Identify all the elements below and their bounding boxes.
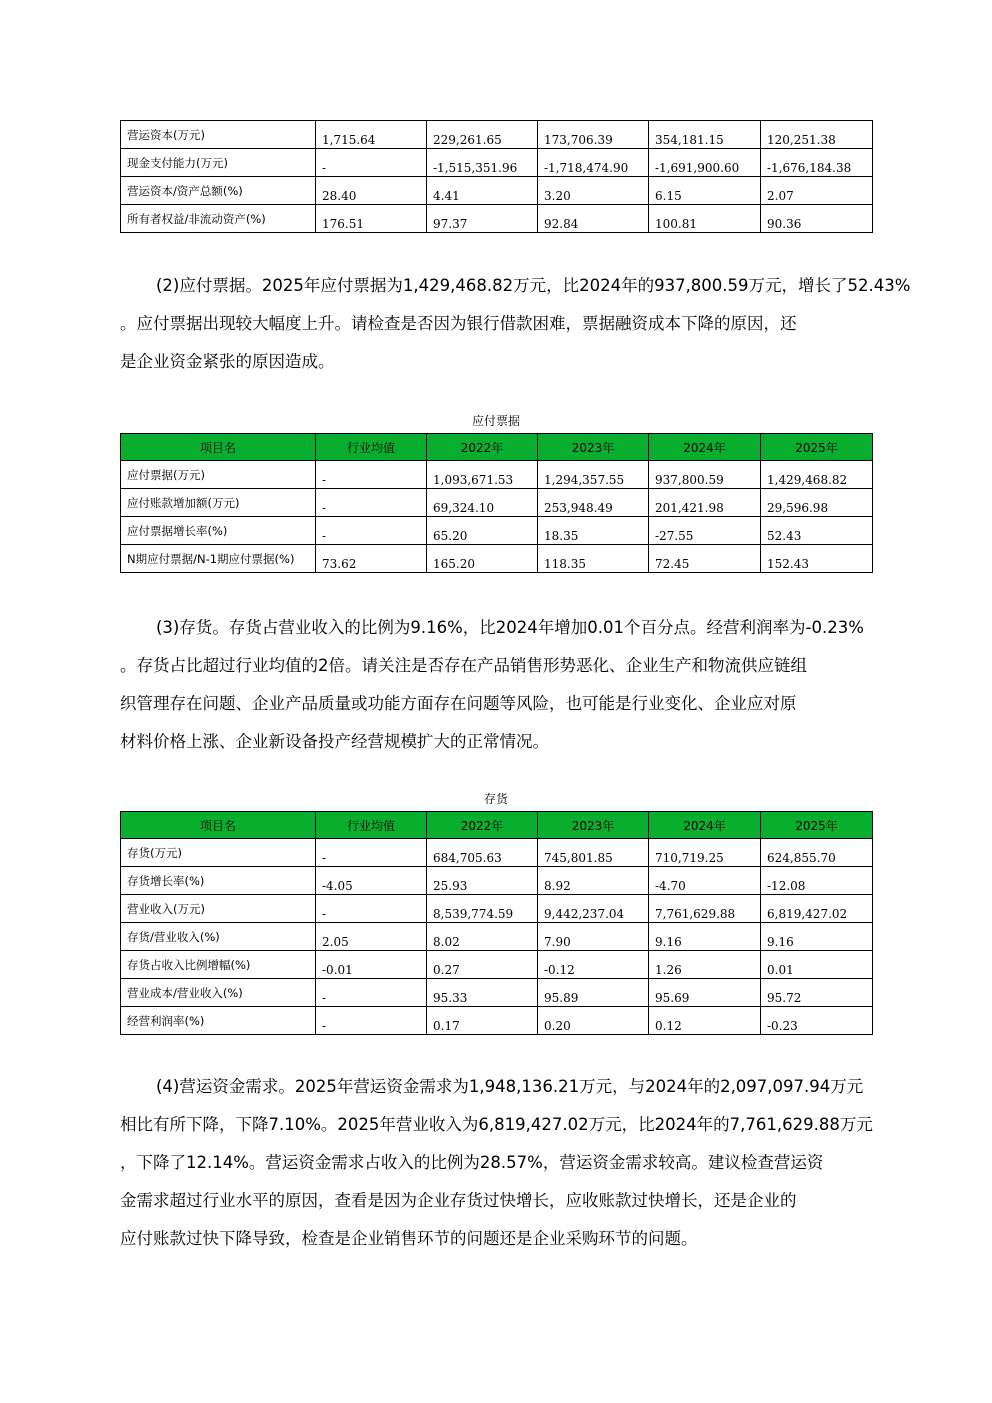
table-cell: 9.16	[649, 923, 761, 951]
table-cell: 65.20	[427, 517, 538, 545]
table-cell: -0.01	[316, 951, 427, 979]
table-cell: 624,855.70	[761, 839, 873, 867]
table-cell: 52.43	[761, 517, 873, 545]
table-cell: -27.55	[649, 517, 761, 545]
column-header: 2023年	[538, 812, 649, 839]
table-cell: 684,705.63	[427, 839, 538, 867]
paragraph-line: 金需求超过行业水平的原因，查看是因为企业存货过快增长，应收账款过快增长，还是企业的	[120, 1191, 797, 1210]
table-row	[121, 489, 873, 517]
table-cell: -	[316, 517, 427, 545]
table-row	[121, 121, 873, 149]
table-cell: -	[316, 149, 427, 177]
table-cell: 90.36	[761, 205, 873, 233]
table-cell: 152.43	[761, 545, 873, 573]
table-cell: 1.26	[649, 951, 761, 979]
table-cell: 229,261.65	[427, 121, 538, 149]
column-header: 项目名	[121, 434, 316, 461]
table-cell: 7,761,629.88	[649, 895, 761, 923]
table-cell: 354,181.15	[649, 121, 761, 149]
table-row	[121, 979, 873, 1007]
table-cell: 8.92	[538, 867, 649, 895]
table-row	[121, 1007, 873, 1035]
table-row	[121, 895, 873, 923]
table-cell: 97.37	[427, 205, 538, 233]
table-cell: 165.20	[427, 545, 538, 573]
row-label: 存货增长率(%)	[121, 867, 316, 895]
notes-payable-table-caption: 应付票据	[471, 414, 520, 428]
column-header: 2023年	[538, 434, 649, 461]
table-row	[121, 517, 873, 545]
table-row	[121, 461, 873, 489]
table-cell: 29,596.98	[761, 489, 873, 517]
working-capital-demand-paragraph	[120, 1068, 872, 1258]
working-capital-table	[120, 120, 873, 233]
column-header: 项目名	[121, 812, 316, 839]
table-cell: -	[316, 1007, 427, 1035]
table-cell: 745,801.85	[538, 839, 649, 867]
table-row	[121, 923, 873, 951]
table-header-row	[121, 812, 873, 839]
table-row	[121, 177, 873, 205]
column-header: 2024年	[649, 812, 761, 839]
table-cell: 4.41	[427, 177, 538, 205]
table-cell: 72.45	[649, 545, 761, 573]
table-cell: 176.51	[316, 205, 427, 233]
table-cell: -0.12	[538, 951, 649, 979]
paragraph-line: 是企业资金紧张的原因造成。	[120, 352, 335, 371]
table-cell: 73.62	[316, 545, 427, 573]
paragraph-line: (2)应付票据。2025年应付票据为1,429,468.82万元，比2024年的937,800.59万元，增长了52.43%	[156, 276, 911, 295]
table-cell: -4.05	[316, 867, 427, 895]
row-label: 营运资本/资产总额(%)	[121, 177, 316, 205]
row-label: 应付票据(万元)	[121, 461, 316, 489]
table-cell: 120,251.38	[761, 121, 873, 149]
table-cell: 710,719.25	[649, 839, 761, 867]
table-cell: -12.08	[761, 867, 873, 895]
paragraph-line: (4)营运资金需求。2025年营运资金需求为1,948,136.21万元，与2024年的2,097,097.94万元	[156, 1077, 864, 1096]
table-cell: 8.02	[427, 923, 538, 951]
table-cell: 201,421.98	[649, 489, 761, 517]
table-cell: 18.35	[538, 517, 649, 545]
table-header-row	[121, 434, 873, 461]
table-cell: 100.81	[649, 205, 761, 233]
table-row	[121, 545, 873, 573]
table-cell: 1,715.64	[316, 121, 427, 149]
table-cell: 937,800.59	[649, 461, 761, 489]
table-cell: 7.90	[538, 923, 649, 951]
table-cell: 1,294,357.55	[538, 461, 649, 489]
row-label: 营业收入(万元)	[121, 895, 316, 923]
table-cell: -1,515,351.96	[427, 149, 538, 177]
table-cell: 6.15	[649, 177, 761, 205]
row-label: 应付账款增加额(万元)	[121, 489, 316, 517]
table-cell: 95.69	[649, 979, 761, 1007]
column-header: 2025年	[761, 434, 873, 461]
table-cell: 0.27	[427, 951, 538, 979]
table-cell: 28.40	[316, 177, 427, 205]
row-label: N期应付票据/N-1期应付票据(%)	[121, 545, 316, 573]
paragraph-line: 。应付票据出现较大幅度上升。请检查是否因为银行借款困难，票据融资成本下降的原因，还	[120, 314, 797, 333]
table-row	[121, 205, 873, 233]
table-row	[121, 149, 873, 177]
paragraph-line: ，下降了12.14%。营运资金需求占收入的比例为28.57%，营运资金需求较高。建议检查营运资	[120, 1153, 824, 1172]
column-header: 2022年	[427, 812, 538, 839]
row-label: 营业成本/营业收入(%)	[121, 979, 316, 1007]
table-cell: 69,324.10	[427, 489, 538, 517]
table-cell: -	[316, 489, 427, 517]
table-cell: -	[316, 895, 427, 923]
table-row	[121, 951, 873, 979]
column-header: 2025年	[761, 812, 873, 839]
notes-payable-table	[120, 433, 873, 573]
paragraph-line: 相比有所下降，下降7.10%。2025年营业收入为6,819,427.02万元，比2024年的7,761,629.88万元	[120, 1115, 873, 1134]
row-label: 所有者权益/非流动资产(%)	[121, 205, 316, 233]
table-cell: -1,718,474.90	[538, 149, 649, 177]
table-cell: 118.35	[538, 545, 649, 573]
row-label: 存货(万元)	[121, 839, 316, 867]
table-cell: 2.05	[316, 923, 427, 951]
table-cell: 95.72	[761, 979, 873, 1007]
table-cell: -4.70	[649, 867, 761, 895]
column-header: 2022年	[427, 434, 538, 461]
row-label: 应付票据增长率(%)	[121, 517, 316, 545]
paragraph-line: 。存货占比超过行业均值的2倍。请关注是否存在产品销售形势恶化、企业生产和物流供应链组	[120, 656, 807, 675]
column-header: 行业均值	[316, 812, 427, 839]
table-cell: 92.84	[538, 205, 649, 233]
row-label: 经营利润率(%)	[121, 1007, 316, 1035]
table-cell: 95.33	[427, 979, 538, 1007]
row-label: 存货/营业收入(%)	[121, 923, 316, 951]
table-cell: 9.16	[761, 923, 873, 951]
table-cell: 173,706.39	[538, 121, 649, 149]
table-cell: -1,691,900.60	[649, 149, 761, 177]
notes-payable-paragraph	[120, 267, 911, 381]
row-label: 现金支付能力(万元)	[121, 149, 316, 177]
table-cell: 25.93	[427, 867, 538, 895]
column-header: 行业均值	[316, 434, 427, 461]
table-row	[121, 839, 873, 867]
table-cell: -	[316, 839, 427, 867]
table-cell: 95.89	[538, 979, 649, 1007]
table-cell: 9,442,237.04	[538, 895, 649, 923]
paragraph-line: (3)存货。存货占营业收入的比例为9.16%，比2024年增加0.01个百分点。经营利润率为-0.23%	[156, 618, 864, 637]
inventory-paragraph	[120, 609, 872, 761]
column-header: 2024年	[649, 434, 761, 461]
inventory-table	[120, 811, 873, 1035]
table-cell: -0.23	[761, 1007, 873, 1035]
table-cell: 1,093,671.53	[427, 461, 538, 489]
table-row	[121, 867, 873, 895]
table-cell: -	[316, 461, 427, 489]
table-cell: 0.20	[538, 1007, 649, 1035]
table-cell: -	[316, 979, 427, 1007]
table-cell: -1,676,184.38	[761, 149, 873, 177]
table-cell: 2.07	[761, 177, 873, 205]
table-cell: 253,948.49	[538, 489, 649, 517]
paragraph-line: 材料价格上涨、企业新设备投产经营规模扩大的正常情况。	[120, 732, 549, 751]
table-cell: 0.12	[649, 1007, 761, 1035]
row-label: 存货占收入比例增幅(%)	[121, 951, 316, 979]
table-cell: 0.01	[761, 951, 873, 979]
inventory-table-caption: 存货	[483, 792, 508, 806]
row-label: 营运资本(万元)	[121, 121, 316, 149]
table-cell: 3.20	[538, 177, 649, 205]
table-cell: 8,539,774.59	[427, 895, 538, 923]
table-cell: 6,819,427.02	[761, 895, 873, 923]
table-cell: 1,429,468.82	[761, 461, 873, 489]
paragraph-line: 应付账款过快下降导致，检查是企业销售环节的问题还是企业采购环节的问题。	[120, 1229, 698, 1248]
paragraph-line: 织管理存在问题、企业产品质量或功能方面存在问题等风险，也可能是行业变化、企业应对原	[120, 694, 797, 713]
table-cell: 0.17	[427, 1007, 538, 1035]
